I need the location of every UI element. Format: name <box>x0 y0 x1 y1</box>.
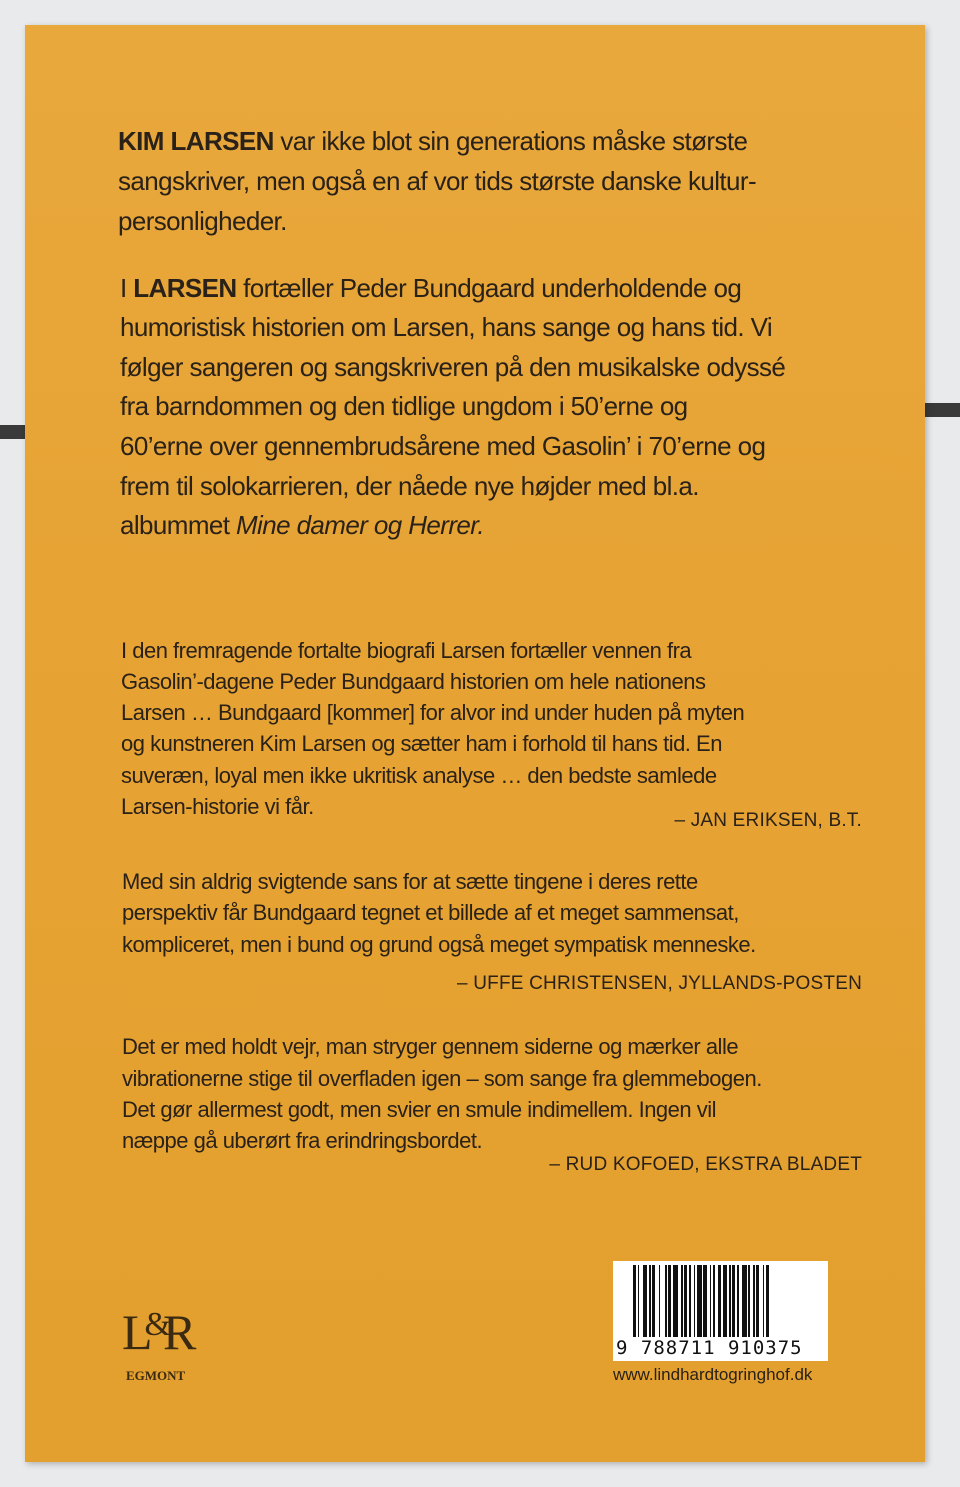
text-line: vibrationerne stige til overfladen igen – som sange fra glemmebogen. <box>122 1066 762 1091</box>
text-line: perspektiv får Bundgaard tegnet et billede af et meget sammensat, <box>122 900 739 925</box>
barcode-bar <box>763 1265 765 1337</box>
text-line: Larsen … Bundgaard [kommer] for alvor ind under huden på myten <box>121 700 745 725</box>
barcode-bar <box>748 1265 750 1337</box>
barcode-bar <box>723 1265 728 1337</box>
quote-attribution: – UFFE CHRISTENSEN, JYLLANDS-POSTEN <box>456 973 862 994</box>
barcode-bar <box>652 1265 655 1337</box>
barcode-bar <box>681 1265 683 1337</box>
text-line: Gasolin’-dagene Peder Bundgaard historien om hele nationens <box>121 669 706 694</box>
barcode-bar <box>753 1265 755 1337</box>
barcode-bar <box>718 1265 721 1337</box>
text-line: fra barndommen og den tidlige ungdom i 50’erne og <box>120 391 688 421</box>
text-line: I <box>120 273 134 303</box>
text-line: Det gør allermest godt, men svier en smule indimellem. Ingen vil <box>122 1097 717 1122</box>
text-line: Larsen-historie vi får. <box>121 794 314 819</box>
barcode-bar <box>729 1265 731 1337</box>
text-line: og kunstneren Kim Larsen og sætter ham i forhold til hans tid. En <box>121 731 722 756</box>
text-line: albummet <box>120 510 236 540</box>
barcode-bars <box>633 1265 823 1337</box>
text-line: sangskriver, men også en af vor tids største danske kultur- <box>118 166 756 196</box>
quote-attribution: – JAN ERIKSEN, B.T. <box>674 810 862 831</box>
barcode-bar <box>756 1265 759 1337</box>
barcode-bar <box>703 1265 706 1337</box>
album-title: Mine damer og Herrer. <box>235 510 484 540</box>
background-object <box>920 403 960 417</box>
text-line: 60’erne over gennembrudsårene med Gasolin’ i 70’erne og <box>120 431 766 461</box>
text-line: fortæller Peder Bundgaard underholdende og <box>236 273 742 303</box>
text-line: næppe gå uberørt fra erindringsbordet. <box>122 1128 483 1153</box>
barcode-bar <box>665 1265 667 1337</box>
text-line: Med sin aldrig svigtende sans for at sætte tingene i deres rette <box>122 869 698 894</box>
barcode-bar <box>638 1265 640 1337</box>
publisher-name: EGMONT <box>126 1368 186 1383</box>
barcode-bar <box>710 1265 712 1337</box>
barcode-bar <box>737 1265 739 1337</box>
author-name: KIM LARSEN <box>118 126 274 156</box>
barcode-bar <box>732 1265 735 1337</box>
text-line: suveræn, loyal men ikke ukritisk analyse … den bedste samlede <box>121 763 717 788</box>
text-line: kompliceret, men i bund og grund også meget sympatisk menneske. <box>122 932 756 957</box>
text-line: I den fremragende fortalte biografi Larsen fortæller vennen fra <box>121 638 692 663</box>
barcode-bar <box>649 1265 651 1337</box>
barcode-bar <box>659 1265 661 1337</box>
barcode-bar <box>697 1265 702 1337</box>
text-line: frem til solokarrieren, der nåede nye højder med bl.a. <box>120 471 699 501</box>
book-title: LARSEN <box>133 273 237 303</box>
quote-attribution: – RUD KOFOED, EKSTRA BLADET <box>549 1154 862 1175</box>
barcode-bar <box>766 1265 769 1337</box>
text-line: følger sangeren og sangskriveren på den musikalske odyssé <box>120 352 786 382</box>
publisher-url: www.lindhardtogringhof.dk <box>613 1365 813 1384</box>
barcode-bar <box>643 1265 648 1337</box>
barcode-bar <box>673 1265 678 1337</box>
isbn-barcode <box>613 1261 828 1361</box>
barcode-bar <box>684 1265 687 1337</box>
text-line: var ikke blot sin generations måske største <box>273 126 748 156</box>
text-line: Det er med holdt vejr, man stryger gennem siderne og mærker alle <box>122 1034 739 1059</box>
text-line: humoristisk historien om Larsen, hans sange og hans tid. Vi <box>120 312 773 342</box>
publisher-logo: L&R <box>122 1304 189 1360</box>
text-line: personligheder. <box>118 206 287 236</box>
barcode-bar <box>694 1265 696 1337</box>
barcode-bar <box>742 1265 747 1337</box>
barcode-bar <box>668 1265 671 1337</box>
isbn-number: 9 788711 910375 <box>616 1337 803 1359</box>
barcode-bar <box>633 1265 636 1337</box>
barcode-bar <box>689 1265 691 1337</box>
barcode-bar <box>713 1265 715 1337</box>
